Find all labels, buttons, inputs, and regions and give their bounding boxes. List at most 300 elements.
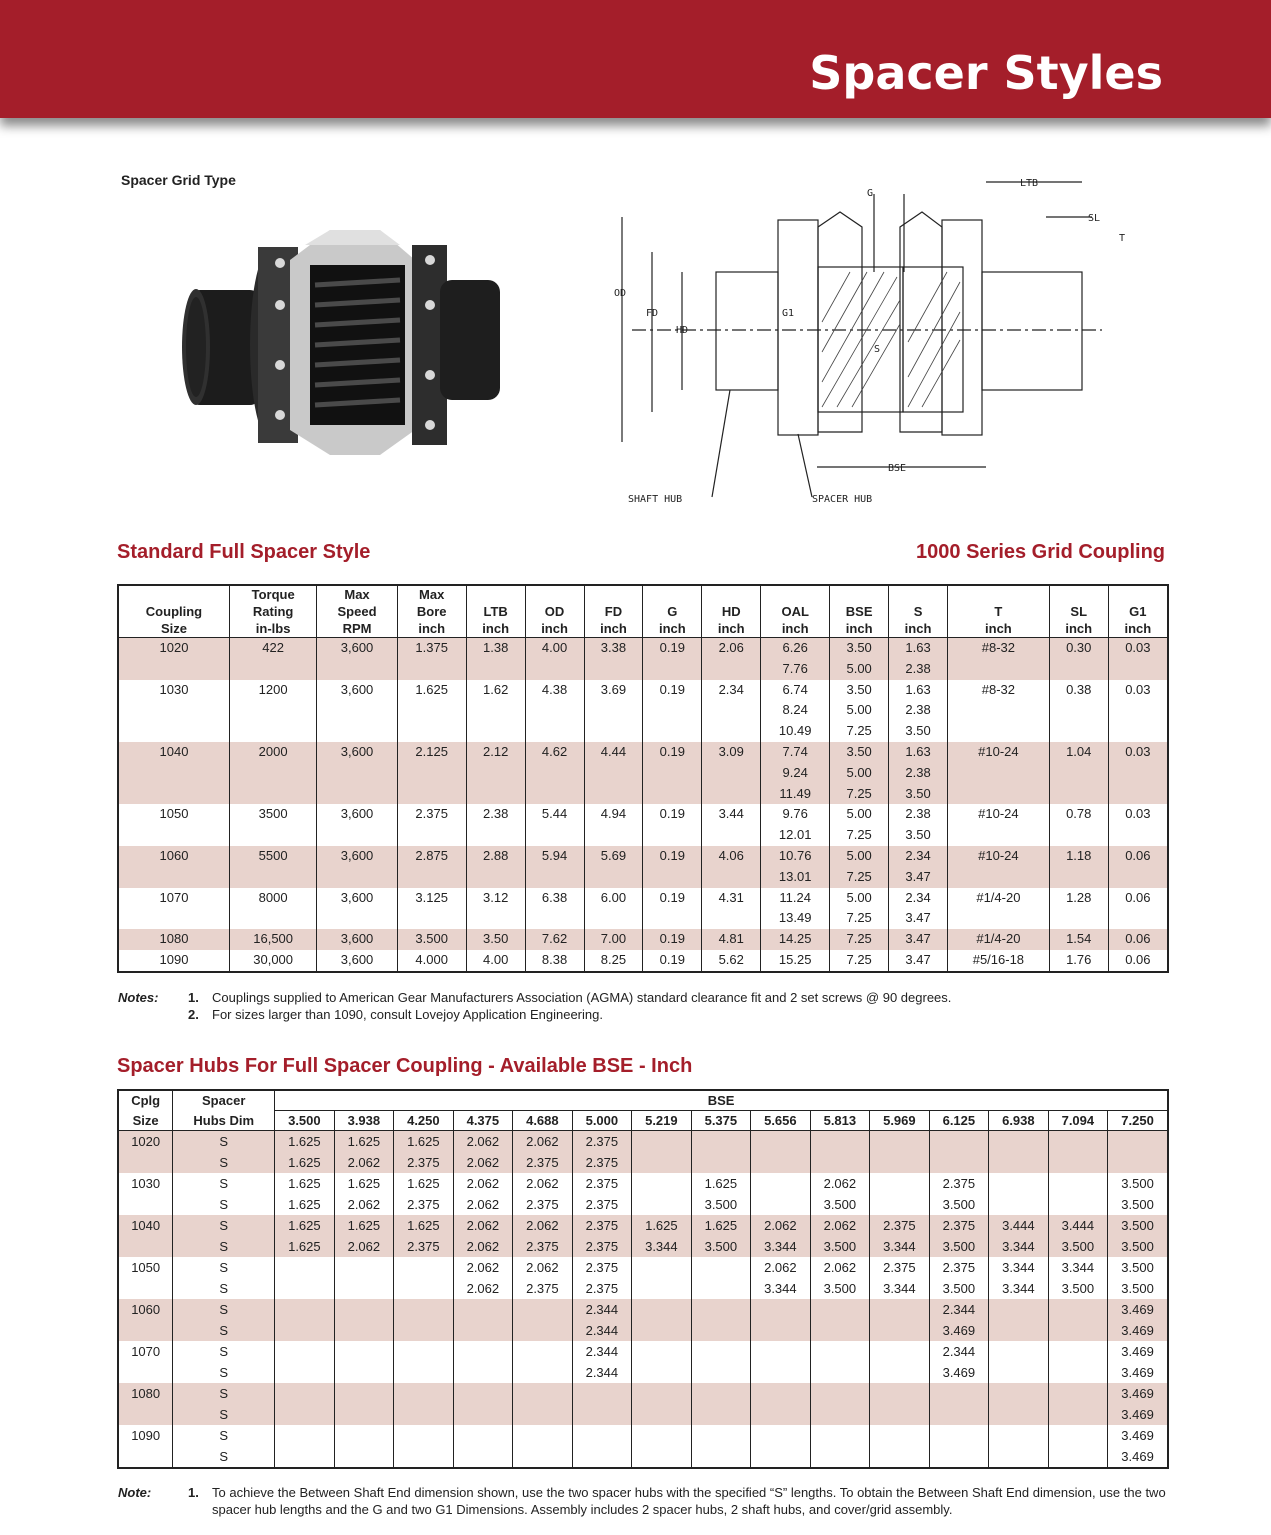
cell-value: 3,600 [340, 743, 374, 759]
notes-1-label: Notes: [118, 990, 159, 1005]
table-cell [397, 638, 466, 680]
column-header-line: RPM [342, 621, 372, 636]
table-cell [691, 1257, 751, 1278]
table-cell [453, 1299, 513, 1320]
table-cell [691, 1362, 751, 1383]
table-cell: 2.375 [513, 1194, 573, 1215]
cell-value: 5.94 [541, 847, 568, 863]
bse-value-header: 7.250 [1108, 1111, 1168, 1131]
column-header [584, 585, 643, 638]
note-number: 2. [188, 1007, 199, 1022]
table-cell [453, 1383, 513, 1404]
table-cell [466, 950, 525, 972]
table-cell [632, 1194, 692, 1215]
table-cell [702, 846, 761, 888]
table-row [118, 846, 1168, 888]
table-cell: 1.625 [334, 1131, 394, 1153]
table-cell [989, 1362, 1049, 1383]
table-cell: 1.625 [275, 1173, 335, 1194]
table-cell: 2.375 [513, 1236, 573, 1257]
table-cell: 2.062 [810, 1215, 870, 1236]
cell-value: 1.04 [1066, 743, 1092, 759]
table-cell [761, 888, 830, 930]
cell-value: 2.875 [415, 847, 448, 863]
table-cell: 3.469 [929, 1320, 989, 1341]
table-cell [761, 804, 830, 846]
cell-value: 3.50 [846, 681, 872, 697]
table-cell [761, 680, 830, 742]
note-text: For sizes larger than 1090, consult Lovejoy Application Engineering. [212, 1007, 603, 1022]
cplg-size-cell: 1080 [118, 1383, 173, 1404]
table-header-row [118, 1090, 1168, 1111]
column-header-line: Max [419, 587, 445, 602]
table-cell [525, 742, 584, 804]
table-cell [525, 888, 584, 930]
table-cell [989, 1131, 1049, 1153]
cell-value: 3.47 [905, 868, 931, 884]
table-cell: 3.344 [1048, 1257, 1108, 1278]
table-cell [1108, 888, 1168, 930]
table-cell [1108, 1131, 1168, 1153]
cell-value: 0.06 [1125, 931, 1151, 947]
column-header [1108, 585, 1168, 638]
cell-value: 14.25 [778, 931, 812, 947]
table-cell [584, 742, 643, 804]
column-header-line: Bore [416, 604, 447, 619]
cell-value: 3.47 [905, 931, 931, 947]
cell-value: 4.06 [718, 847, 744, 863]
table-cell [118, 680, 229, 742]
table-cell: 2.375 [870, 1257, 930, 1278]
table-cell: 2.062 [513, 1173, 573, 1194]
hubs-dim-cell: S [173, 1425, 275, 1446]
cell-value: 0.03 [1125, 806, 1151, 822]
label-bse: BSE [888, 463, 907, 474]
table-cell [453, 1362, 513, 1383]
table-cell: 3.469 [1108, 1341, 1168, 1362]
bse-value-header: 6.125 [929, 1111, 989, 1131]
table-cell [761, 638, 830, 680]
table-cell [275, 1320, 335, 1341]
cell-value: 0.03 [1125, 681, 1151, 697]
table-cell [466, 680, 525, 742]
table-cell [830, 804, 889, 846]
table-cell [334, 1446, 394, 1468]
table-cell [397, 680, 466, 742]
table-cell [810, 1362, 870, 1383]
table-row [118, 1173, 1168, 1194]
table-cell [761, 950, 830, 972]
table-cell [691, 1320, 751, 1341]
table-cell: 2.062 [453, 1236, 513, 1257]
table-cell [317, 742, 397, 804]
table-cell: 2.062 [453, 1215, 513, 1236]
table-cell [397, 804, 466, 846]
coupling-photo [180, 215, 500, 455]
table-row [118, 1194, 1168, 1215]
table-cell [751, 1320, 811, 1341]
table-cell [947, 680, 1049, 742]
table-cell [989, 1320, 1049, 1341]
table-cell: 3.344 [870, 1278, 930, 1299]
cell-value: 2.34 [718, 681, 744, 697]
hubs-dim-cell: S [173, 1215, 275, 1236]
column-header-line: inch [845, 621, 873, 636]
table-cell [1108, 804, 1168, 846]
table-cell: 2.375 [870, 1215, 930, 1236]
table-cell [643, 929, 702, 950]
table-cell: 2.344 [929, 1341, 989, 1362]
cplg-size-cell [118, 1320, 173, 1341]
table-cell [394, 1278, 454, 1299]
table-cell [929, 1152, 989, 1173]
bse-value-header: 4.688 [513, 1111, 573, 1131]
cplg-size-cell: 1050 [131, 1260, 161, 1275]
cell-value: 0.19 [659, 681, 685, 697]
table-cell [632, 1173, 692, 1194]
table-cell [643, 950, 702, 972]
column-header-line: inch [658, 621, 686, 636]
cell-value: 7.25 [846, 910, 872, 926]
table-cell [317, 638, 397, 680]
table-cell [334, 1362, 394, 1383]
cell-value: 0.19 [659, 931, 685, 947]
cell-value: 9.76 [782, 806, 808, 822]
table-cell: 2.375 [394, 1236, 454, 1257]
table-cell [810, 1341, 870, 1362]
table-cell: 2.375 [572, 1131, 632, 1153]
cplg-size-cell [118, 1236, 173, 1257]
table-cell [989, 1194, 1049, 1215]
table-cell [394, 1341, 454, 1362]
table-cell: 2.344 [572, 1362, 632, 1383]
cell-value: 1.63 [905, 640, 931, 655]
table-cell [118, 950, 229, 972]
table-cell: 3.500 [929, 1236, 989, 1257]
hubs-dim-cell: S [173, 1299, 275, 1320]
table-cell: 3.469 [1108, 1425, 1168, 1446]
table-cell: 3.500 [1048, 1278, 1108, 1299]
table-cell [1108, 929, 1168, 950]
bse-value-header: 6.938 [989, 1111, 1049, 1131]
table-cell [989, 1425, 1049, 1446]
table-cell [632, 1152, 692, 1173]
table-cell [632, 1278, 692, 1299]
table-row [118, 1446, 1168, 1468]
table-cell [751, 1383, 811, 1404]
table-cell [525, 804, 584, 846]
table-cell [632, 1320, 692, 1341]
cell-value: 3.47 [905, 951, 931, 967]
column-header [1049, 585, 1108, 638]
cell-value: 1.63 [905, 681, 931, 697]
cplg-size-cell: 1040 [118, 1215, 173, 1236]
table-cell [632, 1131, 692, 1153]
table-cell [702, 929, 761, 950]
table-cell [229, 846, 316, 888]
table-cell [810, 1404, 870, 1425]
table-cell: 3.500 [1108, 1173, 1168, 1194]
table-cell [889, 804, 948, 846]
table-cell [118, 929, 229, 950]
table-cell [751, 1131, 811, 1153]
cell-value: 2.38 [905, 702, 931, 718]
table-cell [751, 1362, 811, 1383]
cplg-size-cell [118, 1152, 173, 1173]
cell-value: 2.38 [905, 806, 931, 822]
table-cell: 3.344 [989, 1236, 1049, 1257]
note-text: Couplings supplied to American Gear Manufacturers Association (AGMA) standard clearance fit and 2 set screws @ 90 degrees. [212, 990, 952, 1005]
cell-value: 0.19 [659, 640, 685, 655]
table-cell: 2.375 [572, 1194, 632, 1215]
table-cell [947, 846, 1049, 888]
cell-value: 3.125 [415, 889, 448, 905]
table-cell: 1.625 [632, 1215, 692, 1236]
table-cell [702, 742, 761, 804]
table-cell: 3.344 [989, 1278, 1049, 1299]
table-row [118, 680, 1168, 742]
cell-value: 1060 [159, 847, 189, 863]
table-cell: 1.625 [394, 1215, 454, 1236]
table-cell [947, 742, 1049, 804]
table-cell [394, 1320, 454, 1341]
table-cell [584, 680, 643, 742]
table-cell: 3.500 [1108, 1236, 1168, 1257]
table-cell: 1.625 [691, 1215, 751, 1236]
note-text: To achieve the Between Shaft End dimension shown, use the two spacer hubs with the specified “S” lengths. To obtain the Between Shaft End dimension, use the two spacer hub lengths and the G and two G1 Dimensions. Assembly includes 2 spacer hubs, 2 shaft hubs, and cover/grid assembly. [212, 1485, 1166, 1517]
cell-value: 6.00 [600, 889, 627, 905]
table-cell [702, 638, 761, 680]
table-cell [118, 638, 229, 680]
table-cell [1049, 804, 1108, 846]
table-cell [870, 1173, 930, 1194]
bse-value-header: 5.219 [632, 1111, 692, 1131]
table-cell [830, 680, 889, 742]
table-cell [947, 804, 1049, 846]
cell-value: 0.19 [659, 951, 685, 967]
table-cell [453, 1341, 513, 1362]
column-header [643, 585, 702, 638]
header-banner [0, 0, 1271, 118]
table-cell [229, 929, 316, 950]
cell-value: 4.00 [541, 640, 568, 655]
cell-value: 7.76 [782, 660, 808, 676]
table-row [118, 1320, 1168, 1341]
table-cell [989, 1173, 1049, 1194]
section1-title: Standard Full Spacer Style [117, 541, 371, 563]
cplg-size-cell [118, 1446, 173, 1468]
cell-value: 2.125 [415, 743, 448, 759]
table-cell [947, 888, 1049, 930]
cell-value: #10-24 [978, 806, 1019, 822]
table-row [118, 1404, 1168, 1425]
cell-value: 3.09 [718, 743, 744, 759]
cell-value: 0.06 [1125, 847, 1151, 863]
cplg-size-cell: 1090 [131, 1428, 161, 1443]
column-header-line: inch [781, 621, 809, 636]
cell-value: 3.50 [905, 827, 931, 843]
table-cell [691, 1425, 751, 1446]
table-cell [643, 846, 702, 888]
cell-value: 1.38 [483, 640, 509, 655]
cell-value: 3,600 [340, 806, 374, 822]
table-cell [525, 638, 584, 680]
column-header: Size [118, 1111, 173, 1131]
table-cell [513, 1362, 573, 1383]
table-row [118, 804, 1168, 846]
table-cell [317, 846, 397, 888]
column-header-line: inch [985, 621, 1012, 636]
cell-value: 4.62 [541, 743, 568, 759]
cell-value: 1200 [258, 681, 288, 697]
table-cell [889, 742, 948, 804]
table-cell [870, 1320, 930, 1341]
table-cell [632, 1383, 692, 1404]
column-header-line: inch [1065, 621, 1093, 636]
cell-value: #8-32 [981, 640, 1016, 655]
cell-value: 2.06 [718, 640, 744, 655]
cell-value: 1090 [159, 951, 189, 967]
cell-value: 15.25 [778, 951, 812, 967]
table-cell [275, 1341, 335, 1362]
table-cell: 2.062 [334, 1236, 394, 1257]
table-cell [751, 1425, 811, 1446]
cell-value: 3,600 [340, 847, 374, 863]
table-cell [989, 1299, 1049, 1320]
table-cell [118, 804, 229, 846]
cell-value: 1050 [159, 806, 189, 822]
table-cell [810, 1131, 870, 1153]
table-cell [830, 950, 889, 972]
table-row [118, 1383, 1168, 1404]
table-cell [929, 1404, 989, 1425]
table-cell [513, 1446, 573, 1468]
table-cell: 3.500 [691, 1236, 751, 1257]
hubs-dim-cell: S [173, 1257, 275, 1278]
cell-value: 4.44 [600, 743, 627, 759]
cell-value: 0.19 [659, 889, 685, 905]
table-cell [830, 846, 889, 888]
cell-value: 0.03 [1125, 743, 1151, 759]
table-cell: 2.062 [334, 1194, 394, 1215]
table-cell [1049, 742, 1108, 804]
table-cell [118, 846, 229, 888]
table-cell [751, 1194, 811, 1215]
table-cell [632, 1362, 692, 1383]
table-cell [691, 1131, 751, 1153]
column-header-line: G [667, 604, 678, 619]
column-header-line: inch [541, 621, 568, 636]
table-cell [317, 888, 397, 930]
table-cell [632, 1446, 692, 1468]
table-cell [466, 929, 525, 950]
table-cell [118, 742, 229, 804]
cell-value: 0.03 [1125, 640, 1151, 655]
column-header [702, 585, 761, 638]
table-cell [632, 1341, 692, 1362]
table-cell [643, 638, 702, 680]
cell-value: 1.54 [1066, 931, 1092, 947]
column-header-line: Max [344, 587, 370, 602]
column-header-line: Torque [251, 587, 295, 602]
hubs-dim-cell: S [173, 1383, 275, 1404]
column-header: Spacer [173, 1090, 275, 1111]
column-header-line: G1 [1129, 604, 1147, 619]
table-row [118, 1278, 1168, 1299]
table-cell [889, 950, 948, 972]
table-cell [889, 638, 948, 680]
table-cell [830, 929, 889, 950]
table-cell [1048, 1446, 1108, 1468]
table-row [118, 888, 1168, 930]
cplg-size-cell [118, 1404, 173, 1425]
table-cell: 2.062 [453, 1131, 513, 1153]
cell-value: 3.50 [846, 640, 872, 655]
cell-value: 7.00 [600, 931, 627, 947]
table-cell [453, 1446, 513, 1468]
column-header-line: inch [717, 621, 745, 636]
table-cell [1108, 846, 1168, 888]
column-header [118, 585, 229, 638]
cell-value: 5.00 [846, 660, 872, 676]
cell-value: 7.25 [846, 785, 872, 801]
notes-1 [118, 989, 1178, 1029]
table-cell [394, 1425, 454, 1446]
table-cell: 2.375 [572, 1215, 632, 1236]
cell-value: 8.38 [541, 951, 568, 967]
label-hd: HD [676, 325, 689, 336]
table-cell [691, 1383, 751, 1404]
table-cell [751, 1299, 811, 1320]
cplg-size-cell [118, 1362, 173, 1383]
cell-value: 1040 [159, 743, 189, 759]
table-cell: 3.500 [810, 1236, 870, 1257]
table-cell [1048, 1362, 1108, 1383]
cell-value: 1030 [159, 681, 189, 697]
table-row [118, 1131, 1168, 1153]
table-row [118, 1215, 1168, 1236]
table-cell [761, 846, 830, 888]
table-cell [989, 1152, 1049, 1173]
table-cell [1048, 1299, 1108, 1320]
table-cell [397, 888, 466, 930]
table-cell: 2.062 [751, 1215, 811, 1236]
table-cell [870, 1446, 930, 1468]
column-header-line: in-lbs [255, 621, 291, 636]
cell-value: 8000 [258, 889, 288, 905]
table-cell: 3.500 [1048, 1236, 1108, 1257]
column-header [229, 585, 316, 638]
table-cell [394, 1404, 454, 1425]
table-cell [1048, 1425, 1108, 1446]
table-cell: 3.469 [1108, 1446, 1168, 1468]
table-cell [691, 1299, 751, 1320]
cell-value: 1.18 [1066, 847, 1092, 863]
cell-value: 3,600 [340, 640, 374, 655]
column-header-line: BSE [845, 604, 873, 619]
table-cell [584, 804, 643, 846]
cell-value: 2.88 [483, 847, 509, 863]
cell-value: 7.25 [846, 951, 872, 967]
table-cell [334, 1257, 394, 1278]
table-cell: 2.062 [453, 1173, 513, 1194]
table-cell: 3.500 [691, 1194, 751, 1215]
cell-value: #5/16-18 [972, 951, 1025, 967]
cell-value: 7.25 [846, 931, 872, 947]
bse-value-header: 7.094 [1048, 1111, 1108, 1131]
table-cell: 1.625 [334, 1173, 394, 1194]
table-cell [394, 1362, 454, 1383]
